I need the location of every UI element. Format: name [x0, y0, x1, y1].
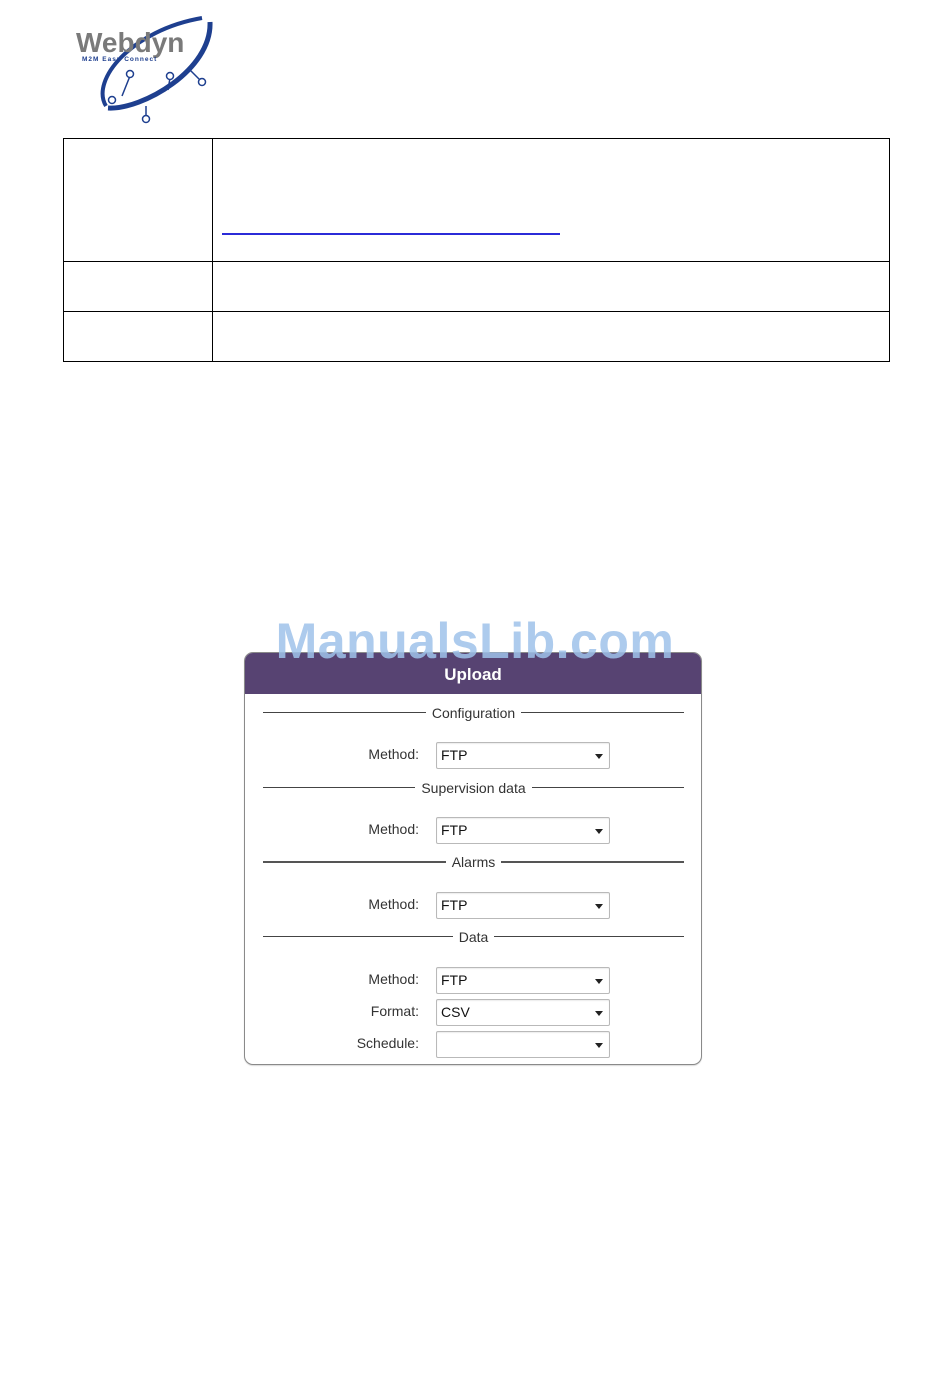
section-alarms-title: Alarms: [446, 854, 502, 870]
data-format-value: CSV: [441, 1004, 470, 1020]
data-format-select[interactable]: [436, 999, 610, 1026]
table-row: [64, 139, 890, 262]
section-supervision-title: Supervision data: [415, 780, 531, 796]
dropdown-arrow-icon: [595, 979, 603, 984]
supervision-method-label: Method:: [368, 821, 419, 837]
data-format-label: Format:: [370, 1003, 419, 1019]
section-data: [263, 927, 684, 947]
data-schedule-select[interactable]: [436, 1031, 610, 1058]
section-supervision-data: [263, 778, 684, 798]
section-data-title: Data: [453, 929, 495, 945]
dropdown-arrow-icon: [595, 1043, 603, 1048]
webdyn-logo: [72, 10, 222, 128]
supervision-method-select[interactable]: [436, 817, 610, 844]
dropdown-arrow-icon: [595, 754, 603, 759]
data-schedule-label: Schedule:: [356, 1035, 419, 1051]
watermark: ManualsLib.com: [275, 613, 675, 669]
alarms-method-value: FTP: [441, 897, 468, 913]
upload-panel-title: Upload: [245, 653, 701, 694]
dropdown-arrow-icon: [595, 1011, 603, 1016]
data-method-label: Method:: [368, 971, 419, 987]
data-method-select[interactable]: [436, 967, 610, 994]
dropdown-arrow-icon: [595, 904, 603, 909]
table-row: [64, 262, 890, 312]
table-cell: [213, 262, 890, 312]
section-configuration-title: Configuration: [426, 705, 521, 721]
section-configuration: [263, 703, 684, 723]
info-table: [63, 138, 890, 362]
table-cell: [64, 312, 213, 362]
dropdown-arrow-icon: [595, 829, 603, 834]
data-schedule-row: [245, 1031, 701, 1058]
alarms-method-row: [245, 892, 701, 919]
upload-panel: [244, 652, 702, 1065]
supervision-method-row: [245, 817, 701, 844]
section-alarms: [263, 852, 684, 872]
logo-wordmark: Webdyn: [76, 27, 185, 58]
table-row: [64, 312, 890, 362]
alarms-method-label: Method:: [368, 896, 419, 912]
configuration-method-row: [245, 742, 701, 769]
table-cell: [213, 312, 890, 362]
supervision-method-value: FTP: [441, 822, 468, 838]
hyperlink-underline[interactable]: [222, 233, 560, 235]
configuration-method-select[interactable]: [436, 742, 610, 769]
configuration-method-value: FTP: [441, 747, 468, 763]
table-cell: [64, 139, 213, 262]
table-cell: [213, 139, 890, 262]
data-format-row: [245, 999, 701, 1026]
configuration-method-label: Method:: [368, 746, 419, 762]
data-method-row: [245, 967, 701, 994]
alarms-method-select[interactable]: [436, 892, 610, 919]
data-method-value: FTP: [441, 972, 468, 988]
table-cell: [64, 262, 213, 312]
logo-tagline: M2M Easy Connect: [82, 56, 158, 63]
